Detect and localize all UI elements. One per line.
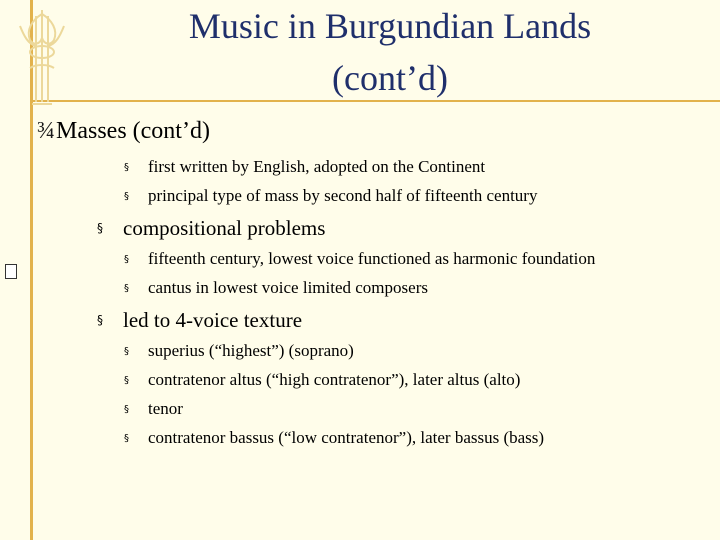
main-bullet-glyph: ¾ (37, 118, 55, 144)
bullet-text: contratenor bassus (“low contratenor”), later bassus (bass) (148, 428, 545, 447)
bullet-text: fifteenth century, lowest voice functioned as harmonic foundation (148, 249, 596, 268)
title-line-2: (cont’d) (332, 58, 448, 98)
bullet-mark: § (124, 254, 129, 266)
bullet-text: compositional problems (123, 216, 326, 240)
bullet-text: first written by English, adopted on the Continent (148, 157, 486, 176)
bullet-text: superius (“highest”) (soprano) (148, 341, 354, 360)
bullet-text: tenor (148, 399, 183, 418)
bullet-item (124, 277, 428, 300)
bullet-text: contratenor altus (“high contratenor”), later altus (alto) (148, 370, 521, 389)
bullet-item (124, 427, 544, 450)
slide-title (90, 0, 690, 104)
main-bullet-text: Masses (cont’d) (56, 118, 210, 144)
fleur-ornament-icon (14, 6, 70, 110)
bullet-mark: § (97, 221, 103, 236)
bullet-item (124, 340, 354, 363)
bullet-text: led to 4-voice texture (123, 308, 303, 332)
bullet-item (97, 215, 325, 243)
bullet-item (124, 156, 485, 179)
bullet-text: principal type of mass by second half of fifteenth century (148, 186, 538, 205)
bullet-mark: § (124, 191, 129, 203)
bullet-mark: § (124, 375, 129, 387)
bullet-item (124, 398, 183, 421)
bullet-text: cantus in lowest voice limited composers (148, 278, 428, 297)
checkbox-placeholder-icon (5, 264, 17, 279)
bullet-mark: § (124, 162, 129, 174)
bullet-mark: § (124, 404, 129, 416)
bullet-item (124, 248, 595, 271)
bullet-mark: § (124, 346, 129, 358)
bullet-mark: § (97, 313, 103, 328)
bullet-item (124, 185, 537, 208)
bullet-mark: § (124, 433, 129, 445)
title-line-1: Music in Burgundian Lands (188, 6, 592, 46)
bullet-item (124, 369, 520, 392)
bullet-mark: § (124, 283, 129, 295)
bullet-item (97, 307, 302, 335)
main-bullet (37, 115, 210, 147)
